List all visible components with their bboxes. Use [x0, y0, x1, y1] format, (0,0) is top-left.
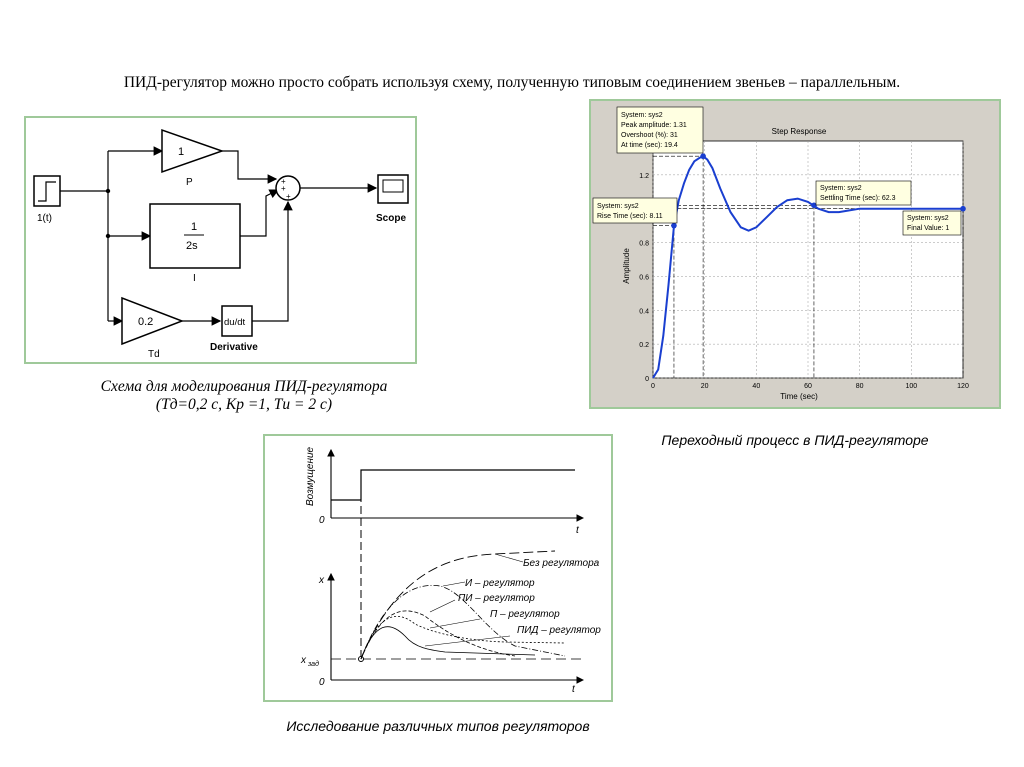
x-tick-label: 0	[651, 383, 655, 390]
peak-annotation-line: Peak amplitude: 1.31	[621, 122, 687, 129]
page-title: ПИД-регулятор можно просто собрать используя схему, полученную типовым соединением звеньев – параллельным.	[123, 74, 901, 91]
svg-text:+: +	[286, 192, 291, 201]
peak-annotation-line: Overshoot (%): 31	[621, 132, 678, 139]
y-tick-label: 0.8	[639, 240, 649, 248]
step-block[interactable]	[34, 176, 60, 206]
peak-annotation	[617, 107, 703, 153]
rise-annotation	[593, 198, 677, 223]
y-tick-label: 0	[645, 376, 649, 383]
x-tick-label: 120	[957, 383, 969, 390]
data-marker[interactable]	[700, 153, 706, 159]
label-no-regulator: Без регулятора	[523, 558, 600, 569]
integrator-num: 1	[191, 221, 198, 233]
integrator-label: I	[193, 273, 196, 284]
p-gain-label: P	[186, 177, 193, 188]
step-response-chart	[591, 101, 999, 407]
step-response-panel	[589, 99, 1001, 409]
derivative-label: Derivative	[210, 342, 258, 353]
zero-label-bottom: 0	[319, 677, 325, 688]
integrator-block[interactable]	[150, 204, 240, 268]
x-tick-label: 100	[905, 383, 918, 390]
regulators-panel	[263, 434, 613, 702]
regulators-diagram	[265, 436, 611, 700]
x-tick-label: 20	[700, 383, 709, 390]
svg-text:+: +	[281, 184, 286, 193]
rise-annotation-line: System: sys2	[597, 203, 639, 210]
final-annotation-line: System: sys2	[907, 215, 949, 222]
xset-label: x	[301, 655, 306, 666]
scope-icon	[383, 180, 403, 192]
simulink-caption-line1: Схема для моделирования ПИД-регулятора	[100, 378, 388, 395]
y-tick-label: 0.4	[639, 308, 649, 316]
t-label-top: t	[576, 525, 579, 536]
peak-annotation-line: System: sys2	[621, 112, 663, 119]
peak-annotation-line: At time (sec): 19.4	[621, 142, 678, 149]
step-response-caption: Переходный процесс в ПИД-регуляторе	[661, 432, 929, 448]
settling-annotation-line: System: sys2	[820, 185, 862, 192]
x-tick-label: 80	[855, 383, 864, 390]
label-i-regulator: И – регулятор	[465, 578, 535, 589]
y-tick-label: 0.2	[639, 342, 649, 350]
td-gain-value: 0.2	[138, 316, 154, 328]
y-tick-label: 0.6	[639, 274, 649, 282]
label-pid-regulator: ПИД – регулятор	[517, 625, 601, 636]
step-label: 1(t)	[37, 213, 52, 224]
p-gain-block[interactable]	[162, 130, 222, 172]
data-marker[interactable]	[671, 223, 677, 229]
zero-label-top: 0	[319, 515, 325, 526]
label-p-regulator: П – регулятор	[490, 609, 560, 620]
xset-sub: зад	[308, 661, 319, 668]
simulink-caption-line2: (Tд=0,2 с, Kp =1, Tи = 2 с)	[155, 396, 333, 413]
y-tick-label: 1.2	[639, 172, 649, 180]
td-gain-label: Td	[148, 349, 160, 360]
integrator-den: 2s	[186, 240, 198, 252]
data-marker[interactable]	[960, 206, 966, 212]
y-axis-label: Amplitude	[622, 248, 631, 284]
rise-annotation-line: Rise Time (sec): 8.11	[597, 213, 663, 220]
regulators-caption: Исследование различных типов регуляторов	[286, 718, 590, 734]
t-label-bottom: t	[572, 684, 575, 695]
p-gain-value: 1	[178, 146, 185, 158]
x-label: x	[319, 575, 324, 586]
x-tick-label: 60	[804, 383, 812, 390]
scope-label: Scope	[376, 213, 407, 224]
disturbance-label: Возмущение	[305, 446, 316, 506]
derivative-text: du/dt	[224, 317, 246, 328]
x-axis-label: Time (sec)	[780, 392, 818, 401]
final-annotation	[903, 211, 961, 235]
simulink-diagram-panel	[24, 116, 417, 364]
label-pi-regulator: ПИ – регулятор	[458, 593, 535, 604]
x-tick-label: 40	[752, 383, 761, 390]
disturbance-step	[331, 470, 575, 500]
final-annotation-line: Final Value: 1	[907, 225, 950, 232]
svg-text:+: +	[281, 177, 286, 186]
settling-annotation	[816, 181, 911, 205]
chart-title: Step Response	[771, 127, 827, 136]
simulink-diagram	[26, 118, 415, 362]
settling-annotation-line: Settling Time (sec): 62.3	[820, 195, 896, 202]
